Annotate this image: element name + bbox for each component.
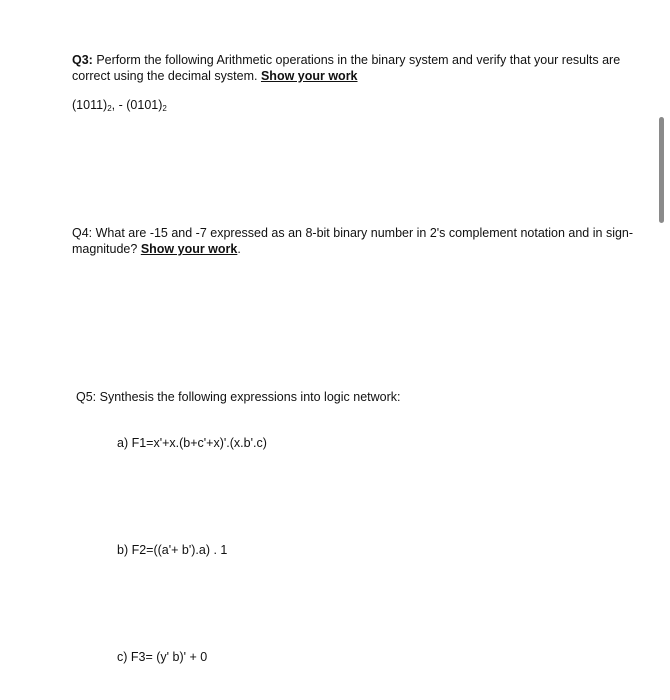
question-5 xyxy=(76,389,400,405)
q5-label: Q5: xyxy=(76,390,97,404)
q3-expr-op: , - (0101) xyxy=(111,98,163,112)
q5-item-c: c) F3= (y' b)' + 0 xyxy=(117,650,208,664)
q4-label: Q4: xyxy=(72,226,93,240)
q4-emphasis: Show your work xyxy=(140,242,238,256)
q3-expr-b-sub: 2 xyxy=(162,104,167,113)
q3-label: Q3: xyxy=(72,53,93,67)
q3-expression xyxy=(72,97,167,113)
q4-end: . xyxy=(237,242,241,256)
q3-expr-a: (1011) xyxy=(72,98,108,112)
question-3 xyxy=(72,52,642,84)
question-4 xyxy=(72,225,647,257)
q5-text: Synthesis the following expressions into logic network: xyxy=(96,390,401,404)
q5-item-b: b) F2=((a'+ b').a) . 1 xyxy=(117,543,228,557)
q5-item-a: a) F1=x'+x.(b+c'+x)'.(x.b'.c) xyxy=(117,436,267,450)
scrollbar-thumb[interactable] xyxy=(659,117,664,223)
q3-emphasis: Show your work xyxy=(260,69,358,83)
q3-text: Perform the following Arithmetic operations in the binary system and verify that your results are correct using the decimal system. xyxy=(72,53,621,83)
q4-text: What are -15 and -7 expressed as an 8-bit binary number in 2's complement notation and in sign-magnitude? xyxy=(72,226,634,256)
q3-expr-a-sub: 2 xyxy=(107,104,112,113)
